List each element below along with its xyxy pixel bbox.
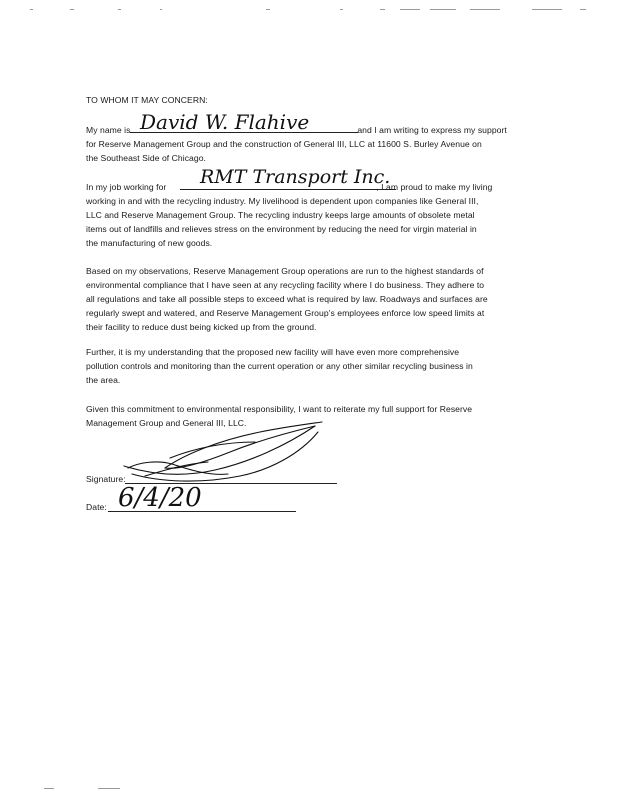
observations-paragraph	[86, 264, 532, 334]
understanding-line: pollution controls and monitoring than the current operation or any other similar recycling business in	[86, 361, 473, 371]
understanding-line: Further, it is my understanding that the proposed new facility will have even more comprehensive	[86, 347, 460, 357]
observation-line: their facility to reduce dust being kicked up from the ground.	[86, 322, 317, 332]
handwritten-company: RMT Transport Inc.	[200, 166, 391, 188]
observation-line: Based on my observations, Reserve Management Group operations are run to the highest standards of	[86, 266, 484, 276]
employment-line: LLC and Reserve Management Group. The recycling industry keeps large amounts of obsolete metal	[86, 210, 475, 220]
commitment-line: Management Group and General III, LLC.	[86, 418, 247, 428]
employment-prefix: In my job working for	[86, 182, 167, 192]
employment-suffix: , I am proud to make my living	[376, 182, 493, 192]
intro-line: the Southeast Side of Chicago.	[86, 153, 206, 163]
employment-line: the manufacturing of new goods.	[86, 238, 213, 248]
employment-line: items out of landfills and relieves stress on the environment by reducing the need for virgin material in	[86, 224, 477, 234]
date-label: Date:	[86, 502, 107, 512]
understanding-line: the area.	[86, 375, 121, 385]
intro-prefix: My name is	[86, 125, 131, 135]
handwritten-name: David W. Flahive	[140, 110, 310, 134]
observation-line: regularly swept and watered, and Reserve Management Group’s employees enforce low speed limits at	[86, 308, 485, 318]
commitment-line: Given this commitment to environmental responsibility, I want to reiterate my full support for Reserve	[86, 404, 473, 414]
observation-line: all regulations and take all possible steps to exceed what is required by law. Roadways and surfaces are	[86, 294, 488, 304]
signature-label: Signature:	[86, 474, 126, 484]
signature-scribble	[110, 418, 335, 490]
intro-suffix: and I am writing to express my support	[357, 125, 507, 135]
company-underline	[180, 189, 396, 190]
handwritten-date: 6/4/20	[118, 483, 202, 513]
understanding-paragraph	[86, 345, 532, 387]
employment-paragraph	[86, 180, 532, 250]
observation-line: environmental compliance that I have seen at any recycling facility where I do business. They adhere to	[86, 280, 485, 290]
salutation: TO WHOM IT MAY CONCERN:	[86, 95, 208, 105]
intro-line: for Reserve Management Group and the construction of General III, LLC at 11600 S. Burley Avenue on	[86, 139, 482, 149]
employment-line: working in and with the recycling industry. My livelihood is dependent upon companies like General III,	[86, 196, 479, 206]
